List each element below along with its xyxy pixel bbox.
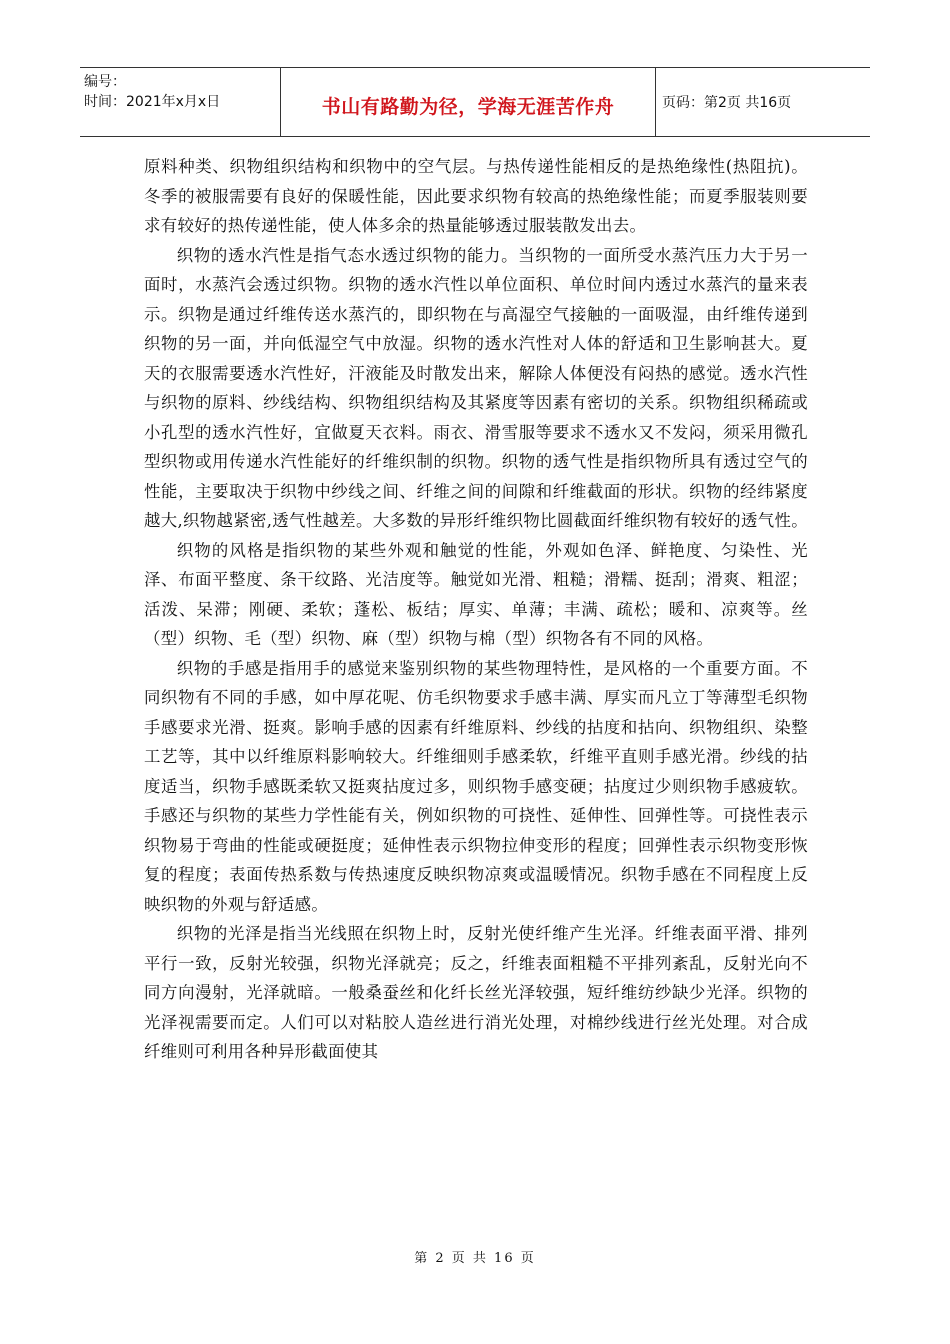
header-meta xyxy=(80,68,281,136)
footer-page-number: 第 2 页 共 16 页 xyxy=(414,1251,536,1266)
header-motto-cell xyxy=(281,68,656,136)
page-info: 页码：第2页 共16页 xyxy=(662,95,792,111)
paragraph: 原料种类、织物组织结构和织物中的空气层。与热传递性能相反的是热绝缘性(热阻抗)。冬季的被服需要有良好的保暖性能，因此要求织物有较高的热绝缘性能；而夏季服装则要求有较好的热传递性能，使人体多余的热量能够透过服装散发出去。 xyxy=(144,157,808,235)
motto-text: 书山有路勤为径，学海无涯苦作舟 xyxy=(321,95,615,118)
paragraph: 织物的透水汽性是指气态水透过织物的能力。当织物的一面所受水蒸汽压力大于另一面时，水蒸汽会透过织物。织物的透水汽性以单位面积、单位时间内透过水蒸汽的量来表示。织物是通过纤维传送水蒸汽的，即织物在与高湿空气接触的一面吸湿，由纤维传递到织物的另一面，并向低湿空气中放湿。织物的透水汽性对人体的舒适和卫生影响甚大。夏天的衣服需要透水汽性好，汗液能及时散发出来，解除人体便没有闷热的感觉。透水汽性与织物的原料、纱线结构、织物组织结构及其紧度等因素有密切的关系。织物组织稀疏或小孔型的透水汽性好，宜做夏天衣料。雨衣、滑雪服等要求不透水又不发闷，须采用微孔型织物或用传递水汽性能好的纤维织制的织物。织物的透气性是指织物所具有透过空气的性能，主要取决于织物中纱线之间、纤维之间的间隙和纤维截面的形状。织物的经纬紧度越大,织物越紧密,透气性越差。大多数的异形纤维织物比圆截面纤维织物有较好的透气性。 xyxy=(144,245,809,530)
paragraph: 织物的手感是指用手的感觉来鉴别织物的某些物理特性，是风格的一个重要方面。不同织物有不同的手感，如中厚花呢、仿毛织物要求手感丰满、厚实而凡立丁等薄型毛织物手感要求光滑、挺爽。影响手感的因素有纤维原料、纱线的拈度和拈向、织物组织、染整工艺等，其中以纤维原料影响较大。纤维细则手感柔软，纤维平直则手感光滑。纱线的拈度适当，织物手感既柔软又挺爽拈度过多，则织物手感变硬；拈度过少则织物手感疲软。手感还与织物的某些力学性能有关，例如织物的可挠性、延伸性、回弹性等。可挠性表示织物易于弯曲的性能或硬挺度；延伸性表示织物拉伸变形的程度；回弹性表示织物变形恢复的程度；表面传热系数与传热速度反映织物凉爽或温暖情况。织物手感在不同程度上反映织物的外观与舒适感。 xyxy=(144,658,808,914)
header-table xyxy=(80,67,870,137)
document-body xyxy=(144,152,808,1067)
page-footer xyxy=(0,1247,950,1266)
number-label: 编号： xyxy=(84,74,126,90)
header-page-info-cell xyxy=(656,68,870,136)
paragraph: 织物的光泽是指当光线照在织物上时，反射光使纤维产生光泽。纤维表面平滑、排列平行一致，反射光较强，织物光泽就亮；反之，纤维表面粗糙不平排列紊乱，反射光向不同方向漫射，光泽就暗。一般桑蚕丝和化纤长丝光泽较强，短纤维纺纱缺少光泽。织物的光泽视需要而定。人们可以对粘胶人造丝进行消光处理，对棉纱线进行丝光处理。对合成纤维则可利用各种异形截面使其 xyxy=(144,924,808,1061)
time-label: 时间：2021年x月x日 xyxy=(84,94,221,110)
paragraph: 织物的风格是指织物的某些外观和触觉的性能，外观如色泽、鲜艳度、匀染性、光泽、布面平整度、条干纹路、光洁度等。触觉如光滑、粗糙；滑糯、挺刮；滑爽、粗涩；活泼、呆滞；刚硬、柔软；蓬松、板结；厚实、单薄；丰满、疏松；暖和、凉爽等。丝（型）织物、毛（型）织物、麻（型）织物与棉（型）织物各有不同的风格。 xyxy=(144,540,808,648)
